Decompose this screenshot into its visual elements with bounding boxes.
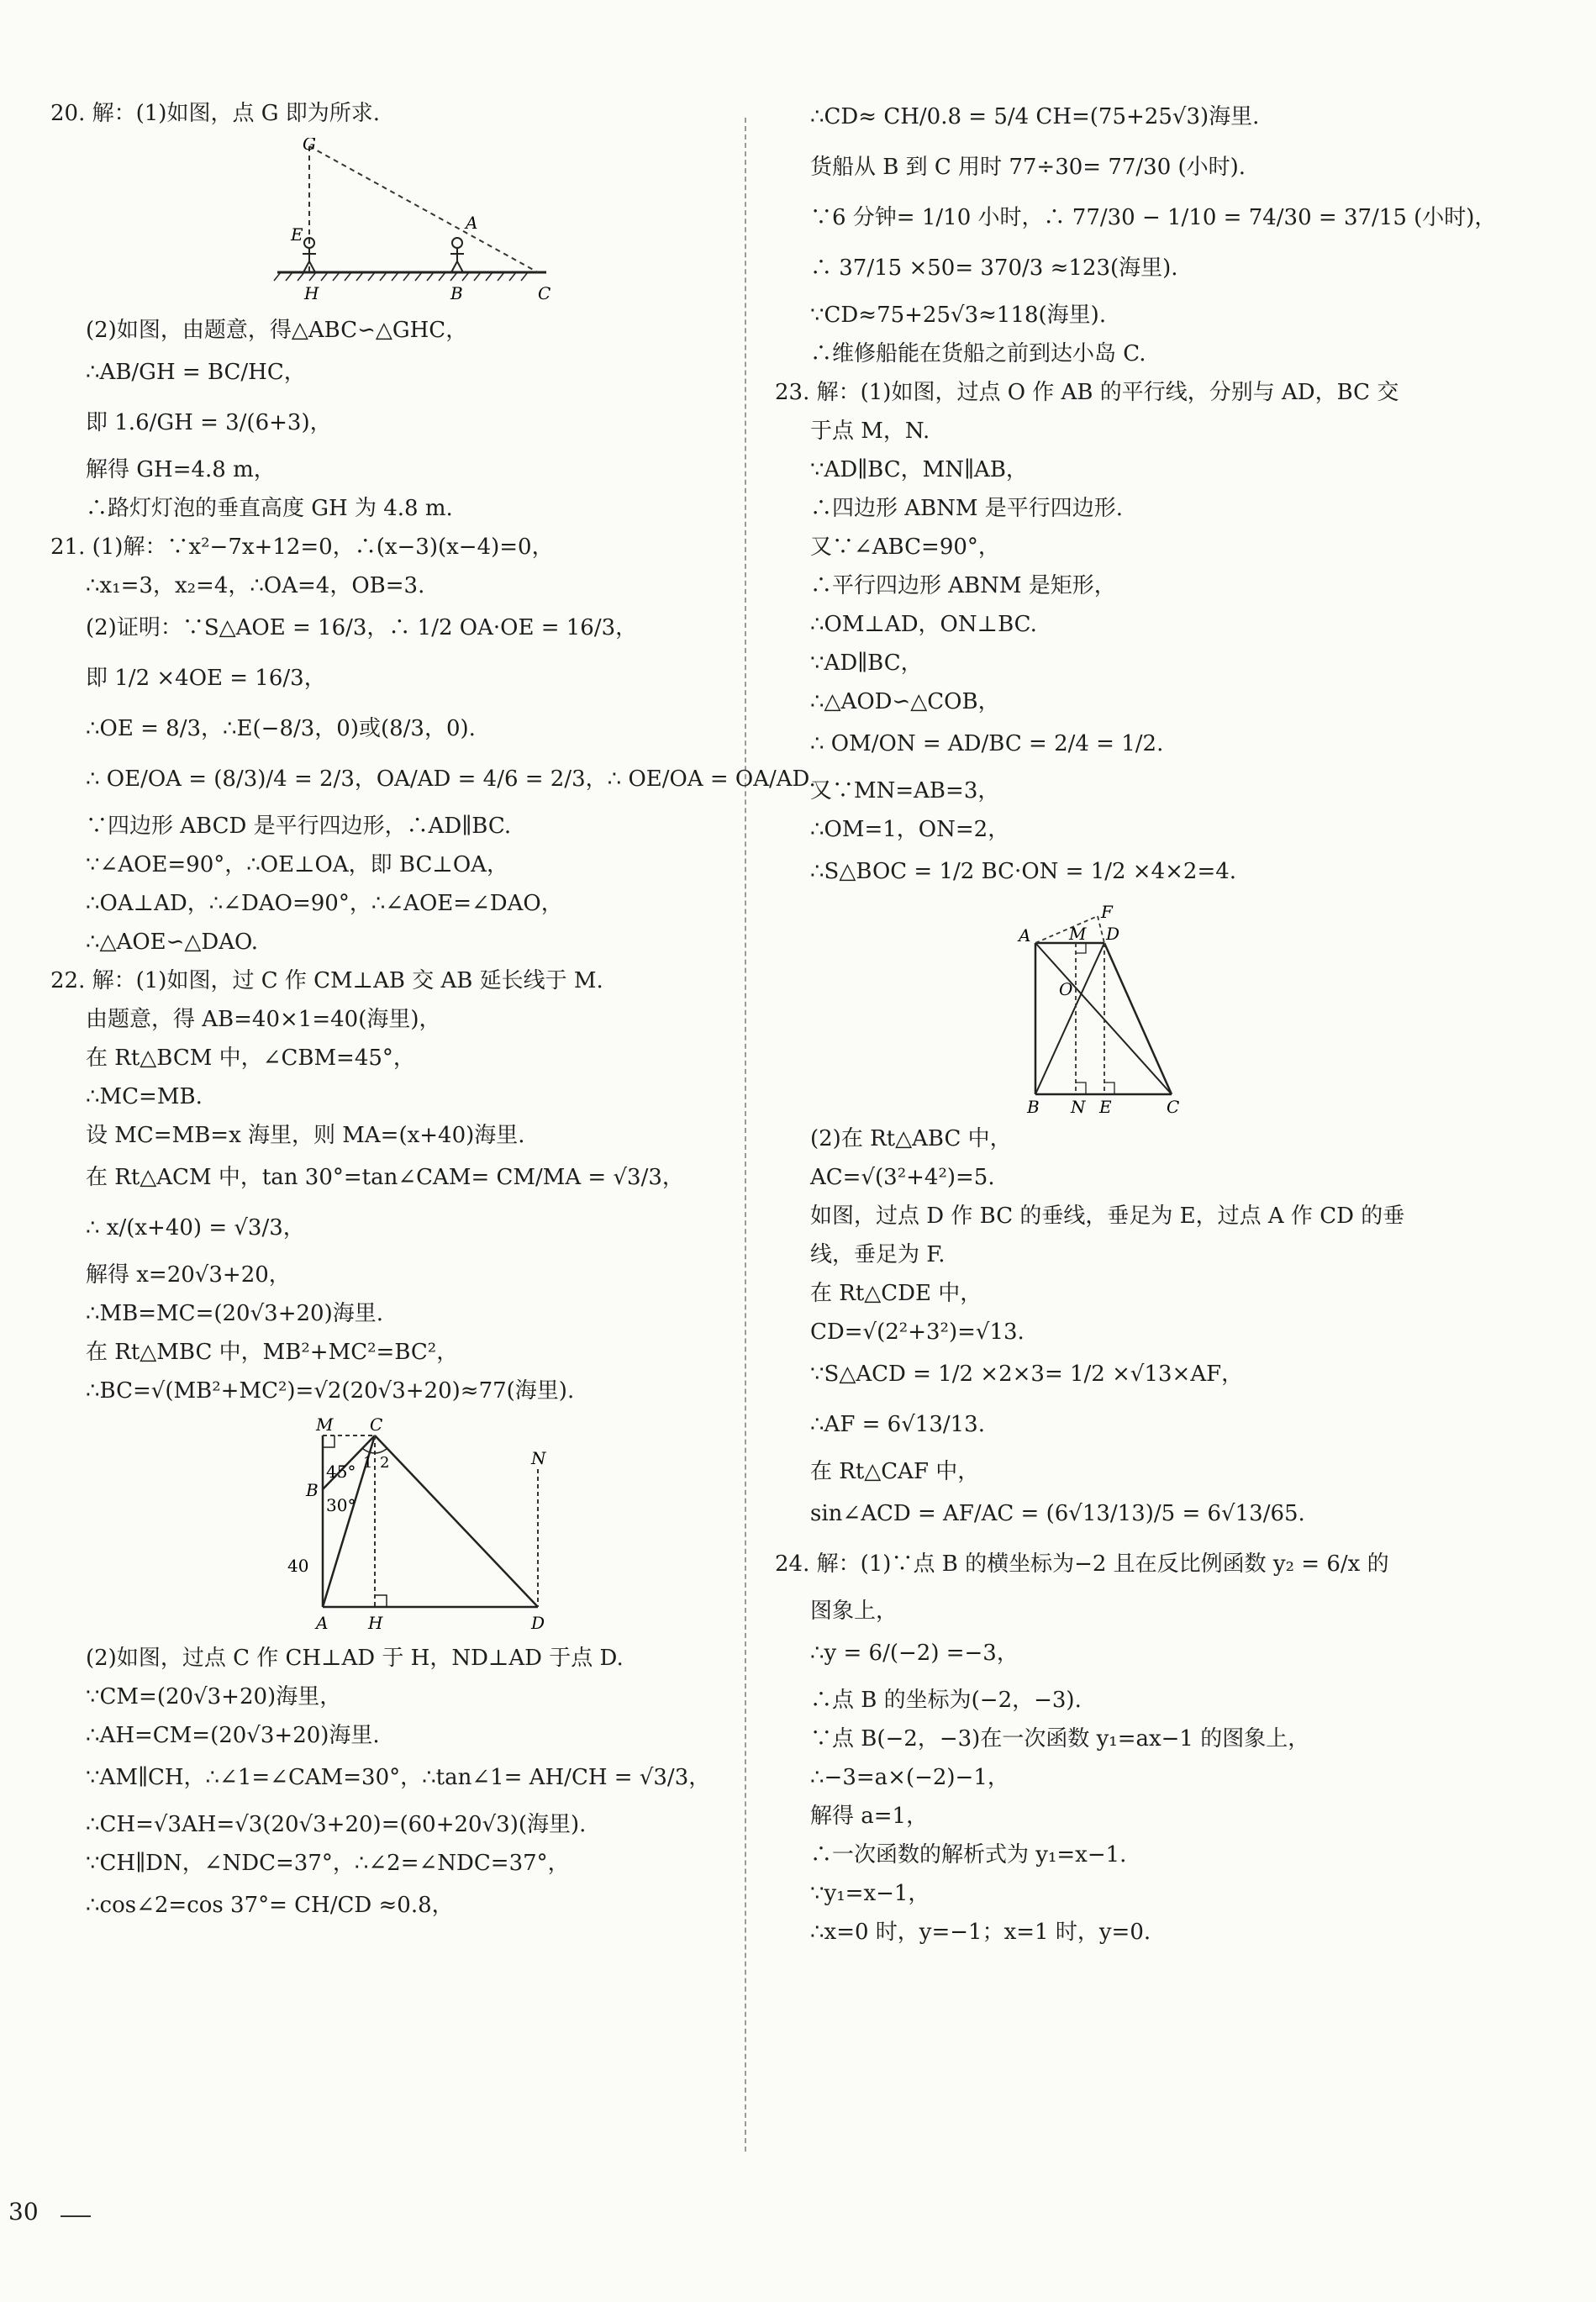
q20-line-6: ∴路灯灯泡的垂直高度 GH 为 4.8 m. (86, 496, 453, 521)
q23-line-4: ∴四边形 ABNM 是平行四边形. (810, 496, 1124, 521)
q22-line-14: ∴AH=CM=(20√3+20)海里. (86, 1723, 380, 1748)
q21-line-6: ∴ OE/OA = (8/3)/4 = 2/3，OA/AD = 4/6 = 2/3，∴ OE/OA = OA/AD. (86, 766, 816, 792)
q22-line-1: 22. 解：(1)如图，过 C 作 CM⊥AB 交 AB 延长线于 M. (50, 968, 603, 993)
q23-line-12: ∴OM=1，ON=2， (810, 817, 1010, 842)
right-angle-n (1076, 1083, 1086, 1094)
label-h: H (368, 1613, 383, 1633)
light-ray (309, 146, 538, 272)
q22-line-22: ∴ 37/15 ×50= 370/3 ≈123(海里). (810, 255, 1178, 281)
q23-line-16: 如图，过点 D 作 BC 的垂线，垂足为 E，过点 A 作 CD 的垂 (810, 1204, 1405, 1229)
q23-line-5: 又∵∠ABC=90°， (810, 535, 1000, 560)
label-d: D (531, 1613, 545, 1633)
figure-22 (269, 1415, 731, 1634)
q23-line-6: ∴平行四边形 ABNM 是矩形， (810, 573, 1116, 598)
q20-line-5: 解得 GH=4.8 m， (86, 457, 276, 482)
q23-line-17: 线，垂足为 F. (810, 1242, 945, 1267)
figure-23 (1010, 904, 1514, 1114)
q22-line-10: 在 Rt△MBC 中，MB²+MC²=BC²， (86, 1340, 459, 1365)
column-divider (745, 118, 746, 2152)
ship-figure (269, 1415, 572, 1634)
label-a: A (1019, 925, 1031, 946)
q23-line-19: CD=√(2²+3²)=√13. (810, 1320, 1024, 1345)
label-d: D (1106, 924, 1120, 944)
q22-line-3: 在 Rt△BCM 中，∠CBM=45°， (86, 1046, 415, 1071)
label-g: G (303, 138, 316, 154)
label-c: C (370, 1415, 383, 1435)
q24-line-10: ∴x=0 时，y=−1；x=1 时，y=0. (810, 1920, 1151, 1945)
q22-line-12: (2)如图，过点 C 作 CH⊥AD 于 H，ND⊥AD 于点 D. (86, 1646, 624, 1671)
q24-line-4: ∴点 B 的坐标为(−2，−3). (810, 1688, 1082, 1713)
q24-line-1: 24. 解：(1)∵点 B 的横坐标为−2 且在反比例函数 y₂ = 6/x 的 (775, 1551, 1389, 1577)
label-e: E (291, 224, 303, 245)
q22-line-23: ∵CD≈75+25√3≈118(海里). (810, 303, 1107, 328)
label-n: N (531, 1448, 546, 1468)
right-angle-m (1076, 943, 1086, 953)
q24-line-9: ∵y₁=x−1， (810, 1881, 930, 1906)
q24-line-7: 解得 a=1， (810, 1804, 929, 1829)
diag-ac (1035, 943, 1172, 1094)
q23-line-9: ∴△AOD∽△COB， (810, 689, 1000, 714)
right-column (775, 99, 1514, 1957)
line-af (1035, 916, 1098, 943)
q22-line-24: ∴维修船能在货船之前到达小岛 C. (810, 341, 1146, 366)
q23-line-23: sin∠ACD = AF/AC = (6√13/13)/5 = 6√13/65. (810, 1501, 1305, 1526)
q23-line-2: 于点 M，N. (810, 419, 930, 444)
q21-line-3: (2)证明：∵S△AOE = 16/3，∴ 1/2 OA·OE = 16/3， (86, 615, 638, 640)
q24-line-3: ∴y = 6/(−2) =−3， (810, 1641, 1019, 1666)
label-m: M (316, 1415, 334, 1435)
q22-line-2: 由题意，得 AB=40×1=40(海里)， (86, 1007, 441, 1032)
q22-line-19: ∴CD≈ CH/0.8 = 5/4 CH=(75+25√3)海里. (810, 104, 1260, 129)
q23-line-10: ∴ OM/ON = AD/BC = 2/4 = 1/2. (810, 731, 1164, 756)
q22-line-15: ∵AM∥CH，∴∠1=∠CAM=30°，∴tan∠1= AH/CH = √3/3， (86, 1765, 711, 1790)
q21-line-5: ∴OE = 8/3，∴E(−8/3，0)或(8/3，0). (86, 716, 476, 741)
page-number: 30 (8, 2198, 39, 2226)
label-a: A (316, 1613, 329, 1633)
label-e: E (1099, 1097, 1112, 1114)
line-dc (1104, 943, 1172, 1094)
label-45: 45° (326, 1462, 356, 1482)
right-angle-m (323, 1435, 334, 1447)
line-cd (375, 1435, 538, 1607)
q22-line-8: 解得 x=20√3+20， (86, 1262, 291, 1288)
q21-line-9: ∴OA⊥AD，∴∠DAO=90°，∴∠AOE=∠DAO， (86, 891, 563, 916)
label-b: B (450, 283, 463, 303)
q21-line-4: 即 1/2 ×4OE = 16/3， (86, 666, 326, 691)
q22-line-5: 设 MC=MB=x 海里，则 MA=(x+40)海里. (86, 1123, 525, 1148)
q23-line-15: AC=√(3²+4²)=5. (810, 1165, 995, 1190)
q23-line-1: 23. 解：(1)如图，过点 O 作 AB 的平行线，分别与 AD，BC 交 (775, 380, 1399, 405)
right-angle-h (375, 1595, 387, 1607)
q23-line-14: (2)在 Rt△ABC 中， (810, 1126, 1012, 1151)
q23-line-7: ∴OM⊥AD，ON⊥BC. (810, 612, 1037, 637)
q22-line-17: ∵CH∥DN，∠NDC=37°，∴∠2=∠NDC=37°， (86, 1851, 570, 1876)
label-b: B (306, 1480, 319, 1500)
label-c: C (1167, 1097, 1180, 1114)
q21-line-7: ∵四边形 ABCD 是平行四边形，∴AD∥BC. (86, 814, 512, 839)
label-n: N (1071, 1097, 1086, 1114)
label-40: 40 (287, 1556, 309, 1576)
q22-line-9: ∴MB=MC=(20√3+20)海里. (86, 1301, 383, 1326)
right-angle-e (1104, 1083, 1114, 1094)
q22-line-18: ∴cos∠2=cos 37°= CH/CD ≈0.8， (86, 1893, 454, 1918)
trapezoid-figure (1010, 904, 1212, 1114)
figure-20 (261, 138, 731, 306)
q20-line-2: (2)如图，由题意，得△ABC∽△GHC， (86, 318, 468, 343)
label-angle-1: 1 (363, 1454, 373, 1472)
diag-bd (1035, 943, 1104, 1094)
page-number-dash (61, 2215, 91, 2217)
q22-line-6: 在 Rt△ACM 中，tan 30°=tan∠CAM= CM/MA = √3/3， (86, 1165, 684, 1190)
streetlight-figure (261, 138, 597, 306)
q22-line-7: ∴ x/(x+40) = √3/3， (86, 1215, 305, 1241)
person-a (450, 238, 464, 272)
q22-line-21: ∵6 分钟= 1/10 小时，∴ 77/30 − 1/10 = 74/30 = 37/15 (小时)， (810, 205, 1497, 230)
q23-line-3: ∵AD∥BC，MN∥AB， (810, 457, 1028, 482)
q22-line-16: ∴CH=√3AH=√3(20√3+20)=(60+20√3)(海里). (86, 1812, 587, 1837)
label-h: H (304, 283, 319, 303)
label-f: F (1101, 904, 1113, 922)
q23-line-8: ∵AD∥BC， (810, 651, 923, 676)
label-b: B (1027, 1097, 1040, 1114)
q24-line-6: ∴−3=a×(−2)−1， (810, 1765, 1009, 1790)
q23-line-20: ∵S△ACD = 1/2 ×2×3= 1/2 ×√13×AF， (810, 1362, 1244, 1387)
label-30: 30° (326, 1495, 356, 1515)
q22-line-4: ∴MC=MB. (86, 1084, 203, 1109)
q24-line-5: ∵点 B(−2，−3)在一次函数 y₁=ax−1 的图象上， (810, 1726, 1310, 1752)
left-column (50, 99, 816, 1938)
q21-line-8: ∵∠AOE=90°，∴OE⊥OA，即 BC⊥OA， (86, 852, 508, 877)
q24-line-8: ∴一次函数的解析式为 y₁=x−1. (810, 1842, 1127, 1867)
q20-line-1: 20. 解：(1)如图，点 G 即为所求. (50, 101, 381, 126)
q24-line-2: 图象上， (810, 1599, 898, 1624)
q23-line-21: ∴AF = 6√13/13. (810, 1412, 985, 1437)
q20-line-4: 即 1.6/GH = 3/(6+3)， (86, 410, 332, 435)
q23-line-11: 又∵MN=AB=3， (810, 778, 1000, 803)
q23-line-22: 在 Rt△CAF 中， (810, 1459, 980, 1484)
q21-line-10: ∴△AOE∽△DAO. (86, 930, 259, 955)
q22-line-13: ∵CM=(20√3+20)海里， (86, 1684, 342, 1709)
label-o: O (1059, 979, 1073, 999)
q20-line-3: ∴AB/GH = BC/HC， (86, 360, 306, 385)
label-angle-2: 2 (380, 1454, 390, 1472)
label-c: C (538, 283, 551, 303)
q21-line-1: 21. (1)解：∵x²−7x+12=0，∴(x−3)(x−4)=0， (50, 535, 554, 560)
label-m: M (1069, 924, 1087, 944)
q23-line-18: 在 Rt△CDE 中， (810, 1281, 982, 1306)
q22-line-20: 货船从 B 到 C 用时 77÷30= 77/30 (小时). (810, 155, 1246, 180)
q23-line-13: ∴S△BOC = 1/2 BC·ON = 1/2 ×4×2=4. (810, 859, 1237, 884)
label-a: A (466, 213, 478, 233)
q22-line-11: ∴BC=√(MB²+MC²)=√2(20√3+20)≈77(海里). (86, 1378, 575, 1404)
q21-line-2: ∴x₁=3，x₂=4，∴OA=4，OB=3. (86, 573, 425, 598)
